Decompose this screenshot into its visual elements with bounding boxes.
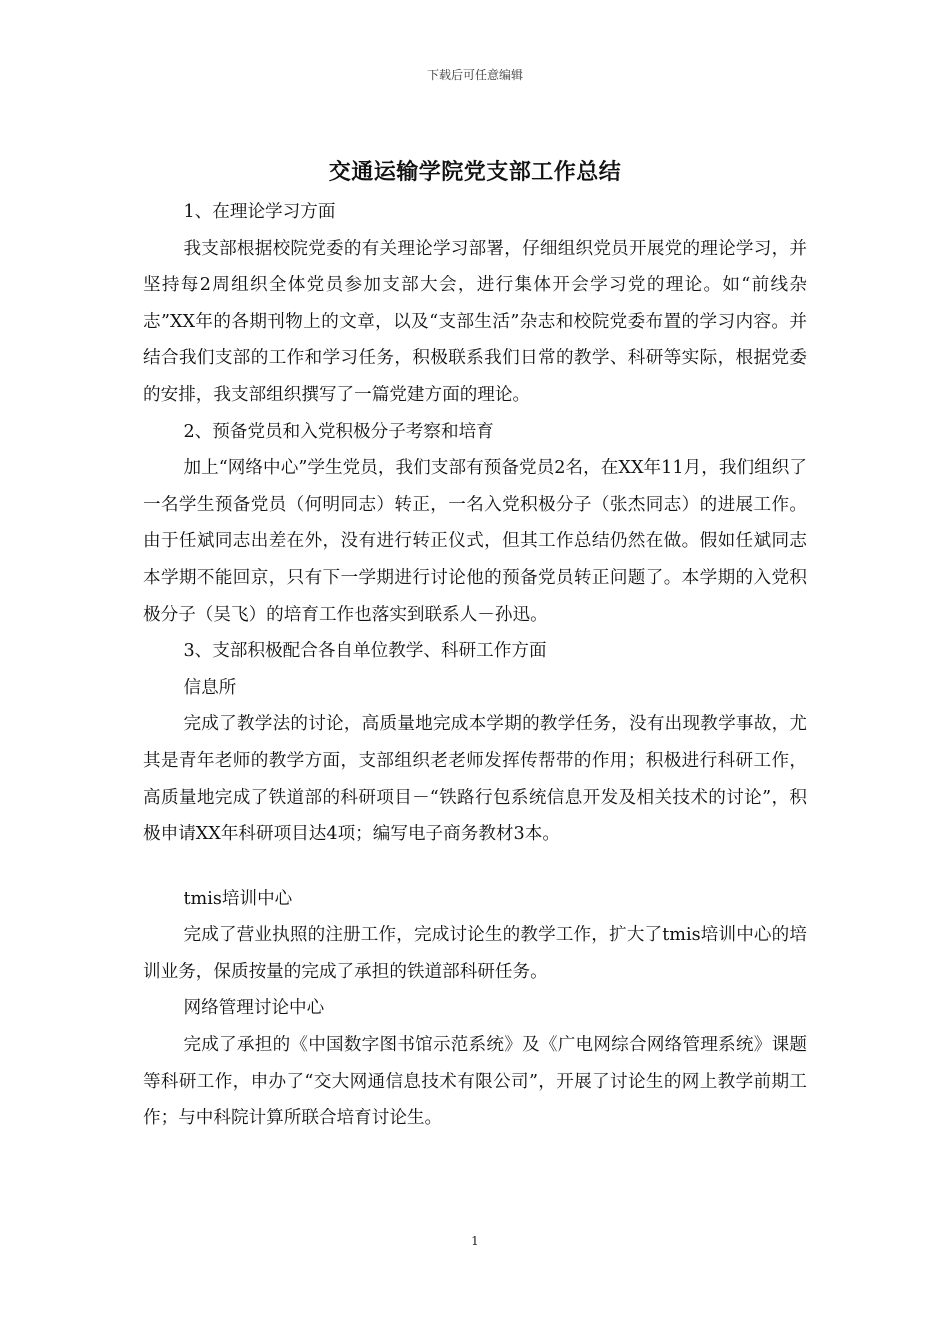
unit-paragraph-information-institute: 完成了教学法的讨论，高质量地完成本学期的教学任务，没有出现教学事故，尤其是青年老师的教学方面，支部组织老老师发挥传帮带的作用；积极进行科研工作，高质量地完成了铁道部的科研项目－“铁路行包系统信息开发及相关技术的讨论”，积极申请XX年科研项目达4项；编写电子商务教材3本。 [143,714,807,845]
unit-paragraph-network-management-center: 完成了承担的《中国数字图书馆示范系统》及《广电网综合网络管理系统》课题等科研工作，申办了“交大网通信息技术有限公司”，开展了讨论生的网上教学前期工作；与中科院计算所联合培育讨论生。 [143,1035,807,1129]
page-header-note: 下载后可任意编辑 [426,68,523,82]
unit-heading-network-management-center: 网络管理讨论中心 [183,998,325,1019]
section-heading-probationary-members: 2、预备党员和入党积极分子考察和培育 [183,421,494,442]
section-heading-theory-study: 1、在理论学习方面 [183,202,336,222]
document-body [143,150,807,1137]
section-paragraph-theory-study: 我支部根据校院党委的有关理论学习部署，仔细组织党员开展党的理论学习，并坚持每2周组织全体党员参加支部大会，进行集体开会学习党的理论。如“前线杂志”XX年的各期刊物上的文章，以及“支部生活”杂志和校院党委布置的学习内容。并结合我们支部的工作和学习任务，积极联系我们日常的教学、科研等实际，根据党委的安排，我支部组织撰写了一篇党建方面的理论。 [143,238,807,405]
page-number: 1 [471,1234,479,1248]
section-paragraph-probationary-members: 加上“网络中心”学生党员，我们支部有预备党员2名，在XX年11月，我们组织了一名学生预备党员（何明同志）转正，一名入党积极分子（张杰同志）的进展工作。由于任斌同志出差在外，没有进行转正仪式，但其工作总结仍然在做。假如任斌同志本学期不能回京，只有下一学期进行讨论他的预备党员转正问题了。本学期的入党积极分子（吴飞）的培育工作也落实到联系人－孙迅。 [143,458,807,625]
unit-heading-tmis-training-center: tmis培训中心 [183,888,293,909]
section-heading-unit-cooperation: 3、支部积极配合各自单位教学、科研工作方面 [183,641,547,662]
unit-paragraph-tmis-training-center: 完成了营业执照的注册工作，完成讨论生的教学工作，扩大了tmis培训中心的培训业务，保质按量的完成了承担的铁道部科研任务。 [143,925,807,982]
document-title: 交通运输学院党支部工作总结 [328,159,622,185]
unit-heading-information-institute: 信息所 [183,677,237,698]
